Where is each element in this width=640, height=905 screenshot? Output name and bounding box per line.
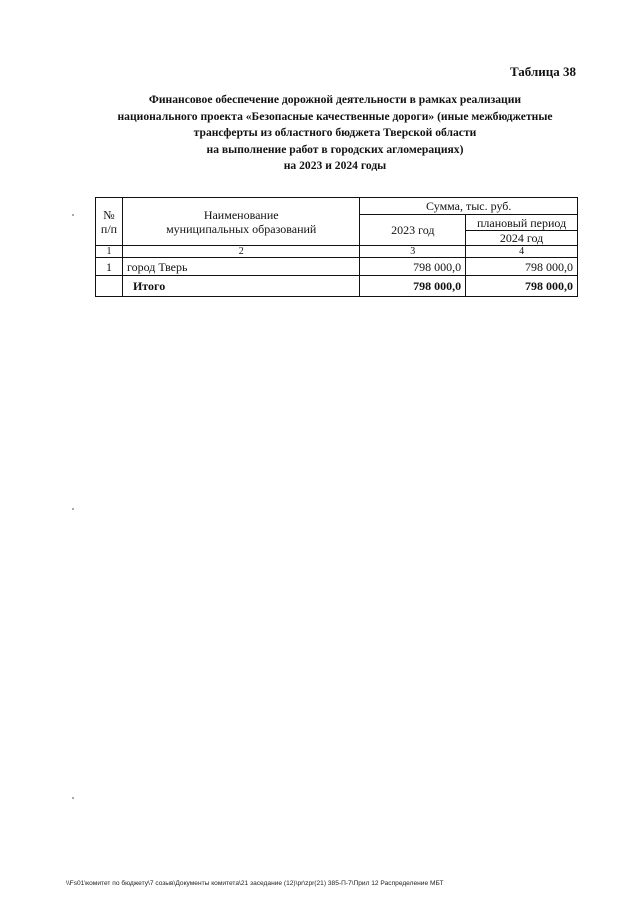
- total-row: [96, 276, 578, 297]
- title-line-4: на выполнение работ в городских агломерациях): [206, 142, 464, 156]
- header-sum: Сумма, тыс. руб.: [360, 198, 578, 215]
- table-number-label: Таблица 38: [509, 64, 576, 79]
- total-value-2024: 798 000,0: [466, 276, 578, 297]
- col-number-1: 1: [96, 246, 123, 258]
- header-number: № п/п: [96, 198, 123, 246]
- scan-mark: [72, 214, 74, 216]
- total-label: Итого: [122, 276, 359, 297]
- total-value-2023: 798 000,0: [360, 276, 466, 297]
- financing-table: [95, 197, 578, 297]
- title-line-5: на 2023 и 2024 годы: [283, 159, 387, 172]
- header-name: Наименование муниципальных образований: [122, 198, 359, 246]
- row-value-2024: 798 000,0: [466, 258, 578, 276]
- document-title: [70, 92, 600, 175]
- col-number-4: 4: [466, 246, 578, 258]
- title-line-1: Финансовое обеспечение дорожной деятельности в рамках реализации: [148, 93, 522, 106]
- header-planned-period: плановый период: [466, 215, 578, 231]
- table-row: [96, 258, 578, 276]
- col-number-2: 2: [122, 246, 359, 258]
- total-number-cell: [96, 276, 123, 297]
- scan-mark: [72, 797, 74, 799]
- header-year-2023: 2023 год: [360, 215, 466, 246]
- title-line-2: национального проекта «Безопасные качественные дороги» (иные межбюджетные: [117, 109, 553, 123]
- col-number-3: 3: [360, 246, 466, 258]
- row-value-2023: 798 000,0: [360, 258, 466, 276]
- scan-mark: [72, 508, 74, 510]
- footer-file-path: \\Fs01\комитет по бюджету\7 созыв\Документы комитета\21 заседание (12)\pr\zpr(21) 385-П-7\Прил 12 Распределение МБТ: [66, 880, 444, 887]
- row-number: 1: [96, 258, 123, 276]
- row-municipality: город Тверь: [122, 258, 359, 276]
- header-year-2024: 2024 год: [466, 231, 578, 246]
- title-line-3: трансферты из областного бюджета Тверской области: [193, 126, 477, 139]
